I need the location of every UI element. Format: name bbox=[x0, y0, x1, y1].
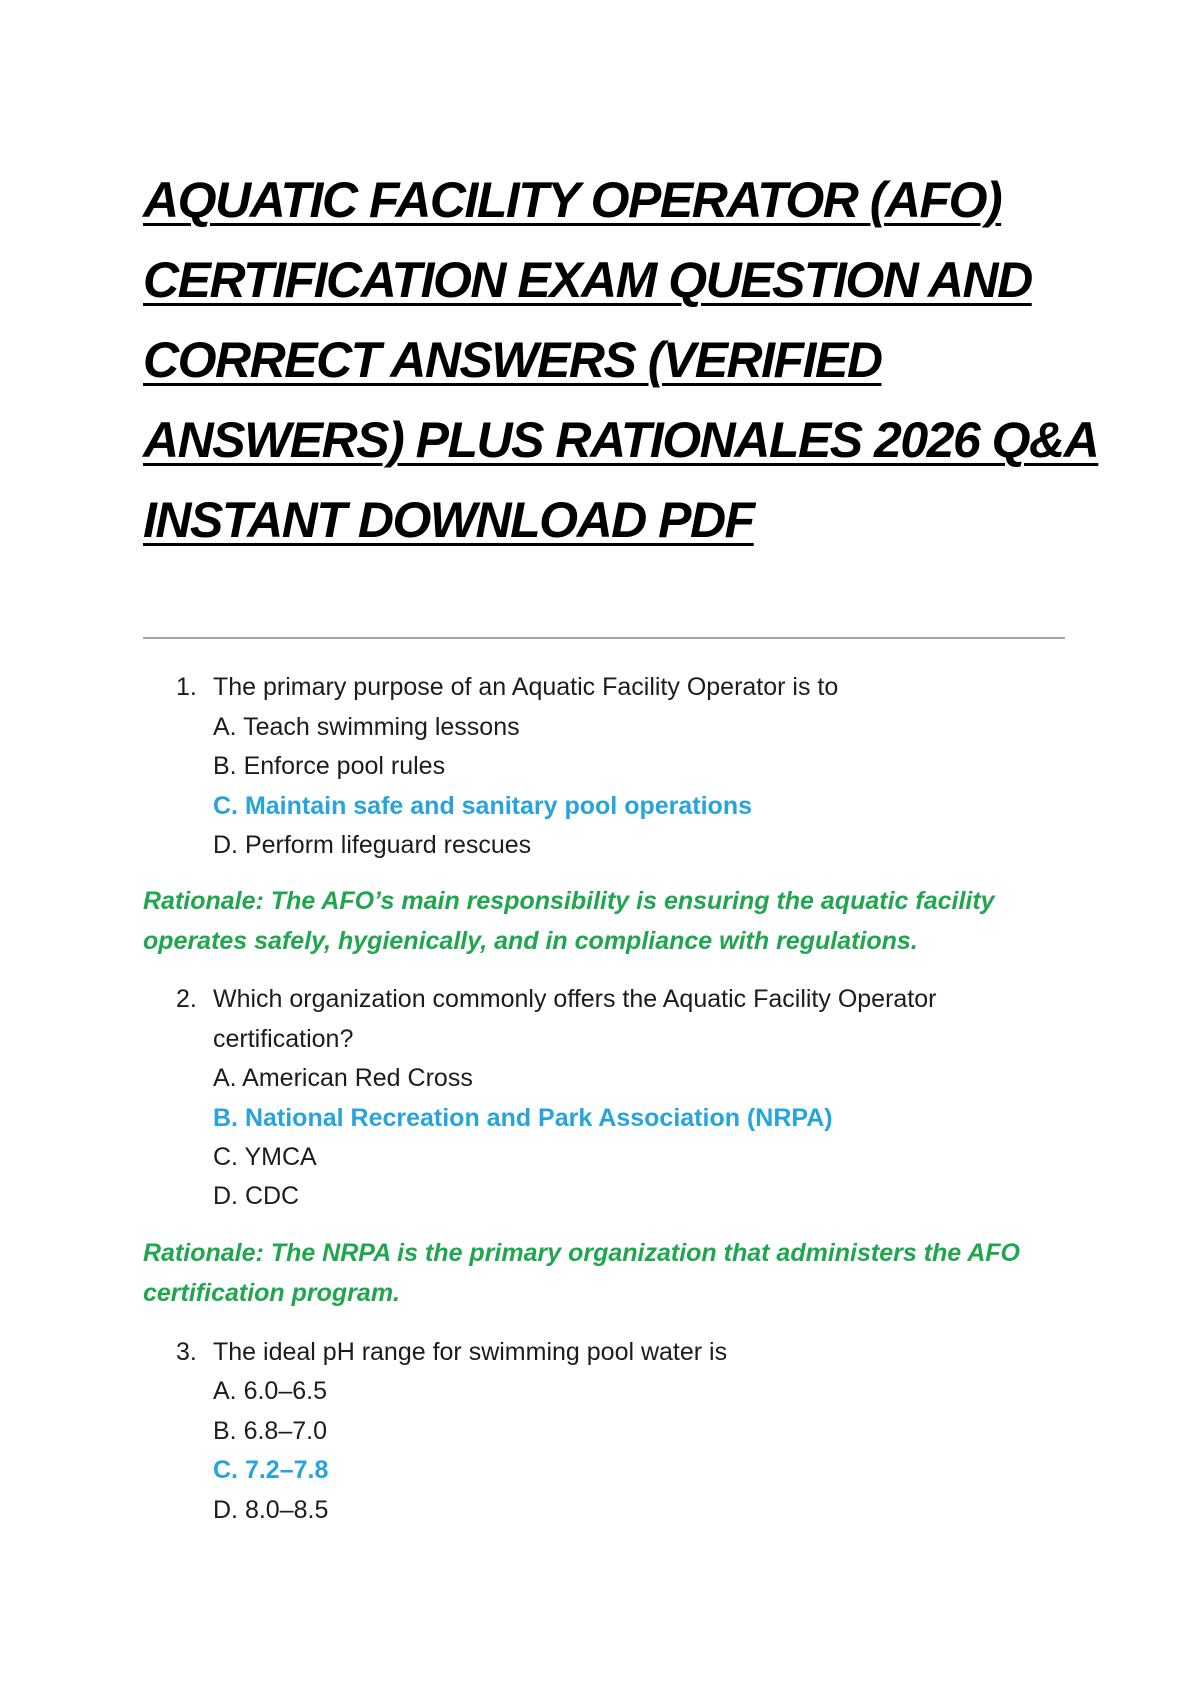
answer-option: B. Enforce pool rules bbox=[213, 752, 446, 780]
question-number: 3. bbox=[176, 1338, 197, 1366]
correct-answer-option: B. National Recreation and Park Association (NRPA) bbox=[213, 1104, 833, 1132]
horizontal-divider bbox=[143, 637, 1065, 639]
answer-option: C. YMCA bbox=[213, 1143, 317, 1171]
rationale-1: Rationale: The AFO’s main responsibility is ensuring the aquatic facility operates safely, hygienically, and in compliance with regulations. bbox=[143, 887, 995, 955]
document-title bbox=[143, 160, 1099, 560]
correct-answer-option: C. Maintain safe and sanitary pool operations bbox=[213, 792, 752, 820]
title-line: ANSWERS) PLUS RATIONALES 2026 Q&A bbox=[143, 412, 1099, 468]
answer-option: B. 6.8–7.0 bbox=[213, 1417, 327, 1445]
answer-option: A. American Red Cross bbox=[213, 1064, 473, 1092]
question-text: Which organization commonly offers the Aquatic Facility Operator certification? bbox=[213, 985, 937, 1053]
title-line: INSTANT DOWNLOAD PDF bbox=[143, 492, 754, 548]
title-line: CORRECT ANSWERS (VERIFIED bbox=[143, 332, 882, 388]
title-line: AQUATIC FACILITY OPERATOR (AFO) bbox=[143, 172, 1002, 228]
answer-option: D. CDC bbox=[213, 1182, 300, 1210]
question-text: The primary purpose of an Aquatic Facility Operator is to bbox=[213, 673, 839, 701]
question-number: 1. bbox=[176, 673, 197, 701]
question-number: 2. bbox=[176, 985, 197, 1013]
answer-option: D. Perform lifeguard rescues bbox=[213, 831, 532, 859]
question-text: The ideal pH range for swimming pool water is bbox=[213, 1338, 728, 1366]
answer-option: A. Teach swimming lessons bbox=[213, 713, 520, 741]
answer-option: A. 6.0–6.5 bbox=[213, 1377, 327, 1405]
rationale-2: Rationale: The NRPA is the primary organization that administers the AFO certification program. bbox=[143, 1239, 1020, 1307]
correct-answer-option: C. 7.2–7.8 bbox=[213, 1456, 329, 1484]
answer-option: D. 8.0–8.5 bbox=[213, 1496, 329, 1524]
title-line: CERTIFICATION EXAM QUESTION AND bbox=[143, 252, 1032, 308]
